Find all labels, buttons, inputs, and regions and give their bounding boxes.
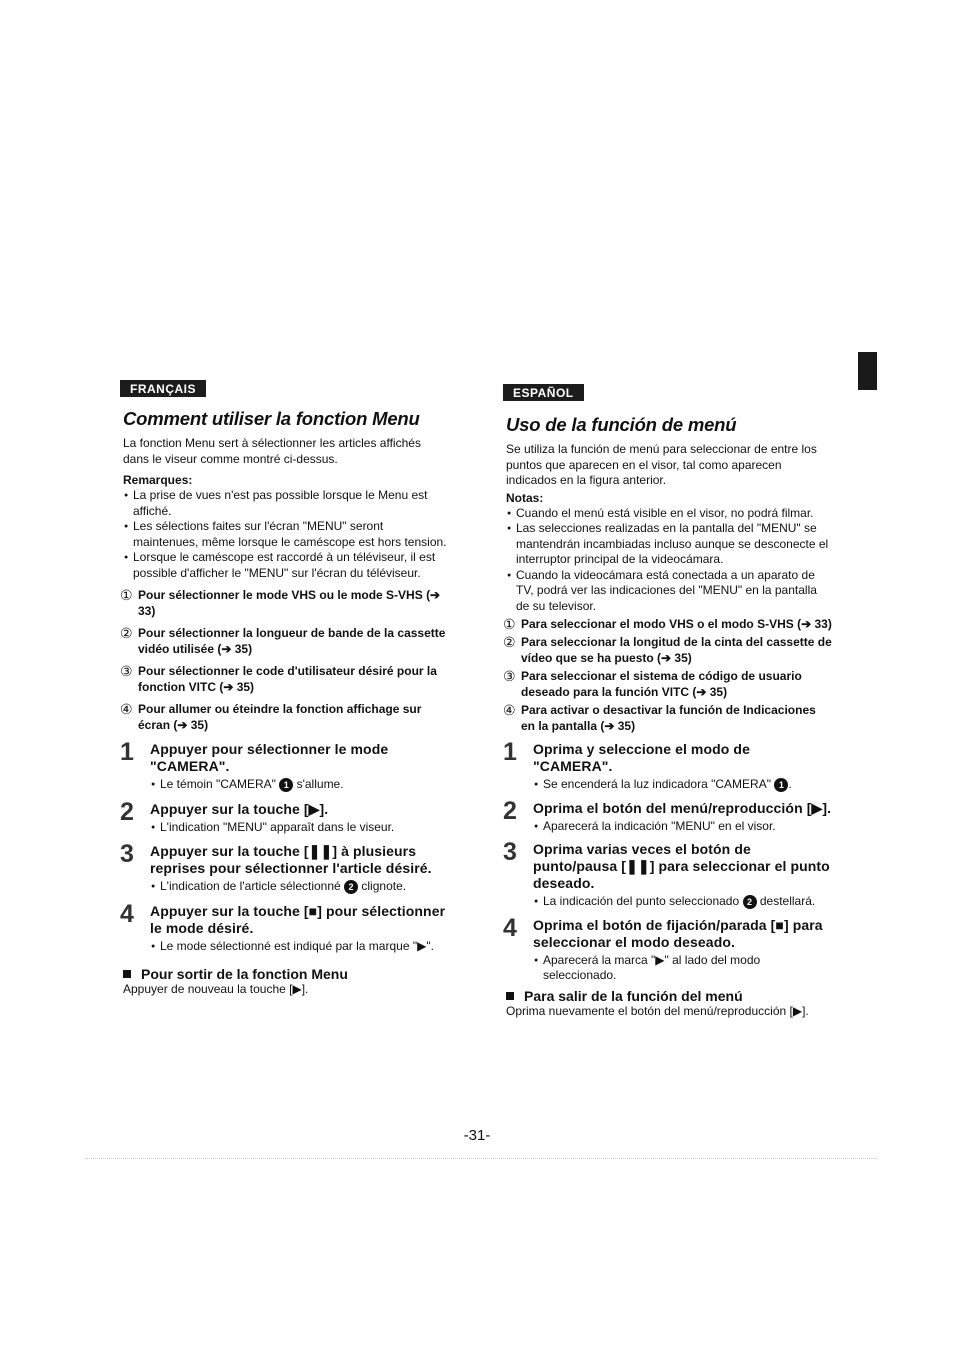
note-item: ● Cuando la videocámara está conectada a un aparato de TV, podrá ver las indicaciones del "MENU" en la pantalla de su televisor.: [506, 568, 833, 615]
indicator-badge-icon: 2: [743, 895, 757, 909]
indicator-badge-icon: 1: [279, 778, 293, 792]
callout-number: ②: [503, 634, 516, 650]
menu-item-callout: [120, 701, 450, 733]
language-label-espanol: ESPAÑOL: [503, 384, 584, 401]
notes-list: [123, 488, 450, 581]
step-number: 3: [120, 840, 134, 868]
notes-heading: Notas:: [506, 490, 544, 505]
callout-number: ①: [503, 616, 516, 632]
step-note: ● Se encenderá la luz indicadora "CAMERA" 1 .: [533, 777, 833, 793]
step: [120, 840, 450, 895]
step-number: 1: [120, 738, 134, 766]
callout-text: Pour allumer ou éteindre la fonction affichage sur écran (➔ 35): [138, 702, 422, 732]
step-title: Oprima el botón del menú/reproducción [▶].: [533, 799, 832, 816]
callout-text: Para seleccionar el sistema de código de usuario deseado para la función VITC (➔ 35): [521, 669, 802, 699]
step: [120, 738, 450, 793]
callout-number: ③: [503, 668, 516, 684]
exit-heading: Pour sortir de la fonction Menu: [120, 966, 450, 982]
intro-text: La fonction Menu sert à sélectionner les articles affichés dans le viseur comme montré ci-dessus.: [123, 436, 421, 466]
spanish-column: [503, 380, 833, 1019]
exit-heading: Para salir de la función del menú: [503, 988, 833, 1004]
note-item: ● La prise de vues n'est pas possible lorsque le Menu est affiché.: [123, 488, 450, 519]
note-item: ● Cuando el menú está visible en el visor, no podrá filmar.: [506, 506, 833, 522]
callout-text: Pour sélectionner le code d'utilisateur désiré pour la fonction VITC (➔ 35): [138, 664, 437, 694]
exit-text: Appuyer de nouveau la touche [▶].: [123, 982, 309, 996]
step-number: 2: [120, 797, 134, 826]
step: [503, 738, 833, 793]
page-number: -31-: [463, 1127, 491, 1144]
section-title: Comment utiliser la fonction Menu: [123, 408, 420, 429]
callout-text: Pour sélectionner le mode VHS ou le mode S-VHS (➔ 33): [138, 588, 441, 618]
notes-list: [506, 506, 833, 615]
step-note: ● Aparecerá la indicación "MENU" en el visor.: [533, 819, 833, 835]
notes-heading: Remarques:: [123, 473, 193, 487]
french-column: [120, 380, 450, 998]
callout-number: ④: [503, 702, 516, 718]
section-title: Uso de la función de menú: [506, 414, 737, 435]
menu-item-callout: [120, 625, 450, 657]
language-label-francais: FRANÇAIS: [120, 380, 206, 397]
step: [503, 796, 833, 835]
square-bullet-icon: [506, 992, 514, 1000]
callout-text: Pour sélectionner la longueur de bande de la cassette vidéo utilisée (➔ 35): [138, 626, 446, 656]
note-item: ● Lorsque le caméscope est raccordé à un téléviseur, il est possible d'afficher le "MENU" sur l'écran du téléviseur.: [123, 550, 450, 581]
callout-number: ②: [120, 625, 133, 641]
step-number: 4: [120, 899, 134, 928]
callout-text: Para seleccionar la longitud de la cinta del cassette de vídeo que se ha puesto (➔ 35): [521, 635, 832, 665]
indicator-badge-icon: 2: [344, 880, 358, 894]
step-note: ● La indicación del punto seleccionado 2 destellará.: [533, 894, 833, 910]
step-title: Oprima varias veces el botón de punto/pausa [❚❚] para seleccionar el punto deseado.: [533, 841, 830, 891]
step-number: 4: [503, 913, 517, 942]
callout-number: ①: [120, 587, 133, 603]
step-title: Appuyer sur la touche [■] pour sélectionner le mode désiré.: [150, 902, 446, 936]
step-number: 3: [503, 838, 517, 866]
exit-text: Oprima nuevamente el botón del menú/reproducción [▶].: [506, 1003, 809, 1018]
step-number: 2: [503, 796, 517, 825]
step-note: ● Aparecerá la marca "▶" al lado del modo seleccionado.: [533, 953, 833, 984]
menu-item-callout: [503, 668, 833, 700]
note-item: ● Las selecciones realizadas en la pantalla del "MENU" se mantendrán incambiadas incluso aunque se desconecte el interruptor principal de la videocámara.: [506, 521, 833, 568]
menu-item-callout: [120, 587, 450, 619]
step-title: Appuyer sur la touche [❚❚] à plusieurs reprises pour sélectionner l'article désiré.: [150, 843, 432, 876]
square-bullet-icon: [123, 970, 131, 978]
footer-divider: [85, 1158, 876, 1159]
step-number: 1: [503, 738, 517, 766]
step-title: Appuyer sur la touche [▶].: [150, 800, 329, 817]
step-title: Oprima y seleccione el modo de "CAMERA".: [533, 741, 750, 774]
section-tab-marker: [858, 352, 877, 390]
step-note: ● L'indication de l'article sélectionné 2 clignote.: [150, 879, 450, 895]
note-item: ● Les sélections faites sur l'écran "MENU" seront maintenues, même lorsque le caméscope est hors tension.: [123, 519, 450, 550]
menu-item-callout: [503, 616, 833, 632]
intro-text: Se utiliza la función de menú para seleccionar de entre los puntos que aparecen en el visor, tal como aparecen indicados en la figura anterior.: [506, 442, 817, 487]
step: [503, 838, 833, 910]
indicator-badge-icon: 1: [774, 778, 788, 792]
menu-item-callout: [503, 634, 833, 666]
callout-number: ③: [120, 663, 133, 679]
menu-item-callout: [120, 663, 450, 695]
step-note: ● L'indication "MENU" apparaît dans le viseur.: [150, 820, 450, 836]
step-note: ● Le témoin "CAMERA" 1 s'allume.: [150, 777, 450, 793]
step-title: Appuyer pour sélectionner le mode "CAMERA".: [150, 741, 389, 774]
step-title: Oprima el botón de fijación/parada [■] para seleccionar el modo deseado.: [533, 916, 823, 950]
step: [120, 899, 450, 955]
step-note: ● Le mode sélectionné est indiqué par la marque "▶".: [150, 939, 450, 955]
callout-text: Para activar o desactivar la función de Indicaciones en la pantalla (➔ 35): [521, 703, 816, 733]
step: [120, 797, 450, 836]
callout-number: ④: [120, 701, 133, 717]
callout-text: Para seleccionar el modo VHS o el modo S-VHS (➔ 33): [521, 617, 832, 631]
step: [503, 913, 833, 984]
menu-item-callout: [503, 702, 833, 734]
